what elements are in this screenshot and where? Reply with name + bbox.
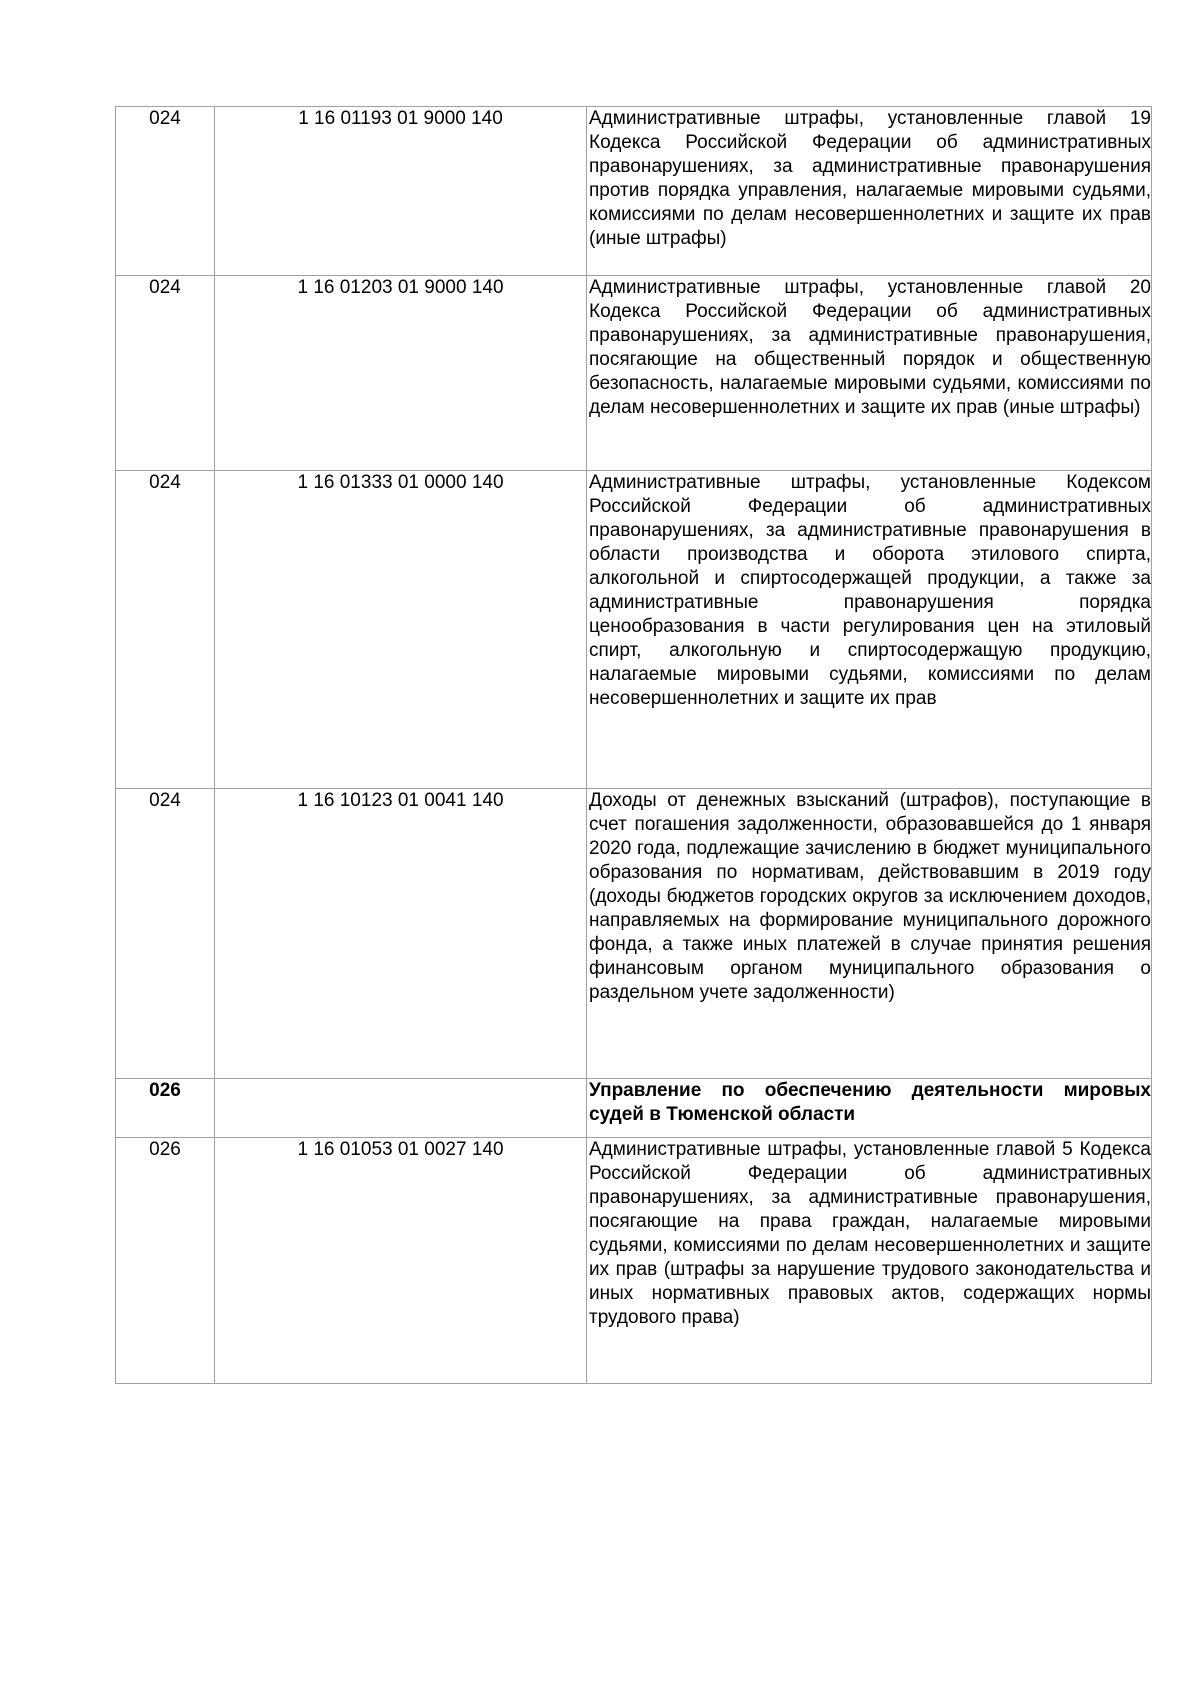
admin-code: 024 — [149, 790, 181, 811]
revenue-name: Административные штрафы, установленные Кодексом Российской Федерации об административных правонарушениях, за административные правонарушения в области производства и оборота этилового спирта, алкогольной и спиртосодержащей продукции, а также за административные правонарушения порядка ценообразования в части регулирования цен на этиловый спирт, алкогольную и спиртосодержащую продукцию, налагаемые мировыми судьями, комиссиями по делам несовершеннолетних и защите их прав — [589, 472, 1151, 709]
revenue-name: Доходы от денежных взысканий (штрафов), поступающие в счет погашения задолженности, образовавшейся до 1 января 2020 года, подлежащие зачислению в бюджет муниципального образования по нормативам, действовавшим в 2019 году (доходы бюджетов городских округов за исключением доходов, направляемых на формирование муниципального дорожного фонда, а также иных платежей в случае принятия решения финансовым органом муниципального образования о раздельном учете задолженности) — [589, 790, 1151, 1003]
admin-code-cell — [116, 789, 215, 1079]
budget-code-cell — [215, 789, 587, 1079]
admin-code: 026 — [149, 1080, 181, 1101]
admin-code-cell — [116, 276, 215, 471]
table-row — [116, 276, 1152, 471]
budget-classification-code: 1 16 01053 01 0027 140 — [297, 1139, 504, 1160]
budget-code-cell — [215, 471, 587, 789]
revenue-name-cell — [587, 107, 1152, 276]
admin-code-cell — [116, 107, 215, 276]
table-row — [116, 471, 1152, 789]
section-header-row — [116, 1079, 1152, 1138]
budget-code-cell — [215, 276, 587, 471]
revenue-name-cell — [587, 789, 1152, 1079]
budget-code-cell — [215, 1079, 587, 1138]
admin-code: 024 — [149, 277, 181, 298]
budget-code-cell — [215, 107, 587, 276]
budget-classification-code: 1 16 01203 01 9000 140 — [297, 277, 504, 298]
budget-classification-code: 1 16 01333 01 0000 140 — [297, 472, 504, 493]
revenue-name-cell — [587, 1079, 1152, 1138]
admin-code-cell — [116, 471, 215, 789]
administrator-name: Управление по обеспечению деятельности мировых судей в Тюменской области — [589, 1080, 1151, 1125]
revenue-codes-table — [115, 106, 1152, 1384]
revenue-name-cell — [587, 471, 1152, 789]
budget-code-cell — [215, 1138, 587, 1384]
revenue-name: Административные штрафы, установленные главой 5 Кодекса Российской Федерации об административных правонарушениях, за административные правонарушения, посягающие на права граждан, налагаемые мировыми судьями, комиссиями по делам несовершеннолетних и защите их прав (штрафы за нарушение трудового законодательства и иных нормативных правовых актов, содержащих нормы трудового права) — [589, 1139, 1151, 1328]
admin-code-cell — [116, 1079, 215, 1138]
admin-code: 026 — [149, 1139, 181, 1160]
budget-classification-code: 1 16 01193 01 9000 140 — [298, 108, 503, 129]
admin-code: 024 — [149, 108, 181, 129]
admin-code-cell — [116, 1138, 215, 1384]
revenue-name: Административные штрафы, установленные главой 20 Кодекса Российской Федерации об административных правонарушениях, за административные правонарушения, посягающие на общественный порядок и общественную безопасность, налагаемые мировыми судьями, комиссиями по делам несовершеннолетних и защите их прав (иные штрафы) — [589, 277, 1151, 418]
revenue-name-cell — [587, 1138, 1152, 1384]
table-row — [116, 789, 1152, 1079]
table-row — [116, 107, 1152, 276]
revenue-name-cell — [587, 276, 1152, 471]
revenue-name: Административные штрафы, установленные главой 19 Кодекса Российской Федерации об административных правонарушениях, за административные правонарушения против порядка управления, налагаемые мировыми судьями, комиссиями по делам несовершеннолетних и защите их прав (иные штрафы) — [589, 108, 1151, 249]
budget-classification-code: 1 16 10123 01 0041 140 — [297, 790, 504, 811]
table-row — [116, 1138, 1152, 1384]
admin-code: 024 — [149, 472, 181, 493]
